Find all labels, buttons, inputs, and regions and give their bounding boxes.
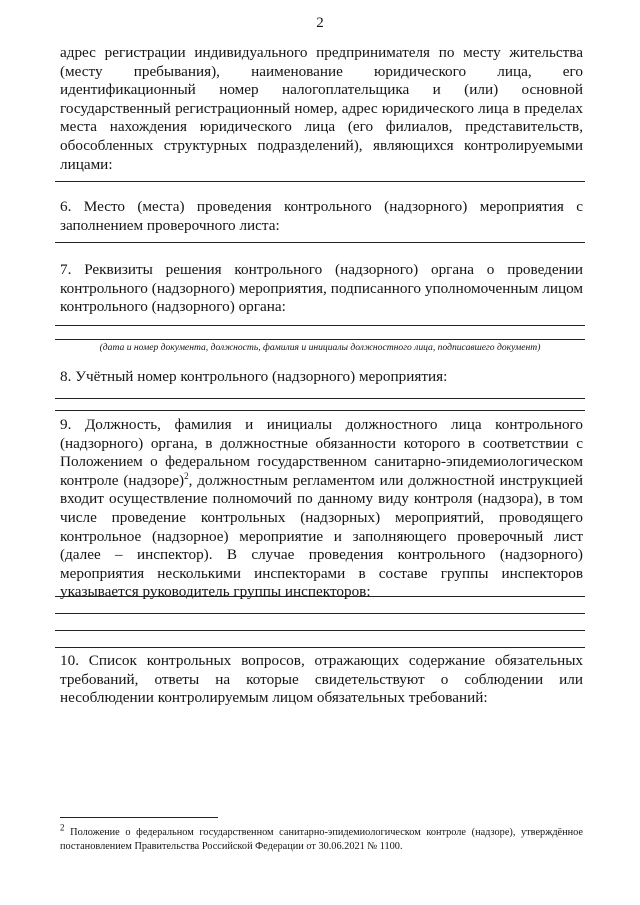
footnote-text: Положение о федеральном государственном санитарно-эпидемиологическом контроле (надзоре), утверждённое постановлением Правительства Российской Федерации от 30.06.2021 № 1100. [60,827,583,852]
registration-address-paragraph: адрес регистрации индивидуального предпринимателя по месту жительства (месту пребывания), наименование юридического лица, его идентификационный номер налогоплательщика и (или) основной государственный регистрационный номер, адрес юридического лица в пределах места нахождения юридического лица (его филиалов, представительств, обособленных структурных подразделений), являющихся контролируемыми лицами: [60,44,583,173]
item-9-fill-line-1 [55,596,585,597]
page-number: 2 [316,15,324,31]
footnote-reference: 2 [184,470,189,481]
item-8-fill-line [55,398,585,399]
footnote [60,822,583,853]
item-9-paragraph [60,416,583,602]
item-7-caption-line [55,339,585,340]
item-8-paragraph: 8. Учётный номер контрольного (надзорного) мероприятия: [60,368,448,385]
item-7-caption: (дата и номер документа, должность, фамилия и инициалы должностного лица, подписавшего документ) [99,342,541,353]
item-9-fill-line-2 [55,613,585,614]
item-7-paragraph: 7. Реквизиты решения контрольного (надзорного) органа о проведении контрольного (надзорного) мероприятия, подписанного уполномоченным лицом контрольного (надзорного) органа: [60,261,583,316]
item-6-fill-line [55,242,585,243]
item-6-paragraph: 6. Место (места) проведения контрольного (надзорного) мероприятия с заполнением проверочного листа: [60,198,583,234]
item-9-fill-line-4 [55,647,585,648]
item-7-fill-line [55,325,585,326]
item-8-fill-line-2 [55,410,585,411]
item-9-text-end: , должностным регламентом или должностной инструкцией входит осуществление полномочий по данному виду контроля (надзора), в том числе проведение контрольных (надзорных) мероприятий, проводящего контрольное (надзорное) мероприятие и заполняющего проверочный лист (далее – инспектор). В случае проведения контрольного (надзорного) мероприятия несколькими инспекторами в составе группы инспекторов указывается руководитель группы инспекторов: [60,471,583,601]
footnote-separator [60,817,218,818]
item-9-fill-line-3 [55,630,585,631]
item-9-text-start: 9. Должность, фамилия и инициалы должностного лица контрольного (надзорного) органа, в должностные обязанности которого в соответствии с Положением о федеральном государственном санитарно-эпидемиологическом контроле (надзоре) [60,416,583,489]
item-10-paragraph: 10. Список контрольных вопросов, отражающих содержание обязательных требований, ответы на которые свидетельствуют о соблюдении или несоблюдении контролируемым лицом обязательных требований: [60,652,583,707]
registration-fill-line [55,181,585,182]
footnote-mark: 2 [60,822,65,833]
